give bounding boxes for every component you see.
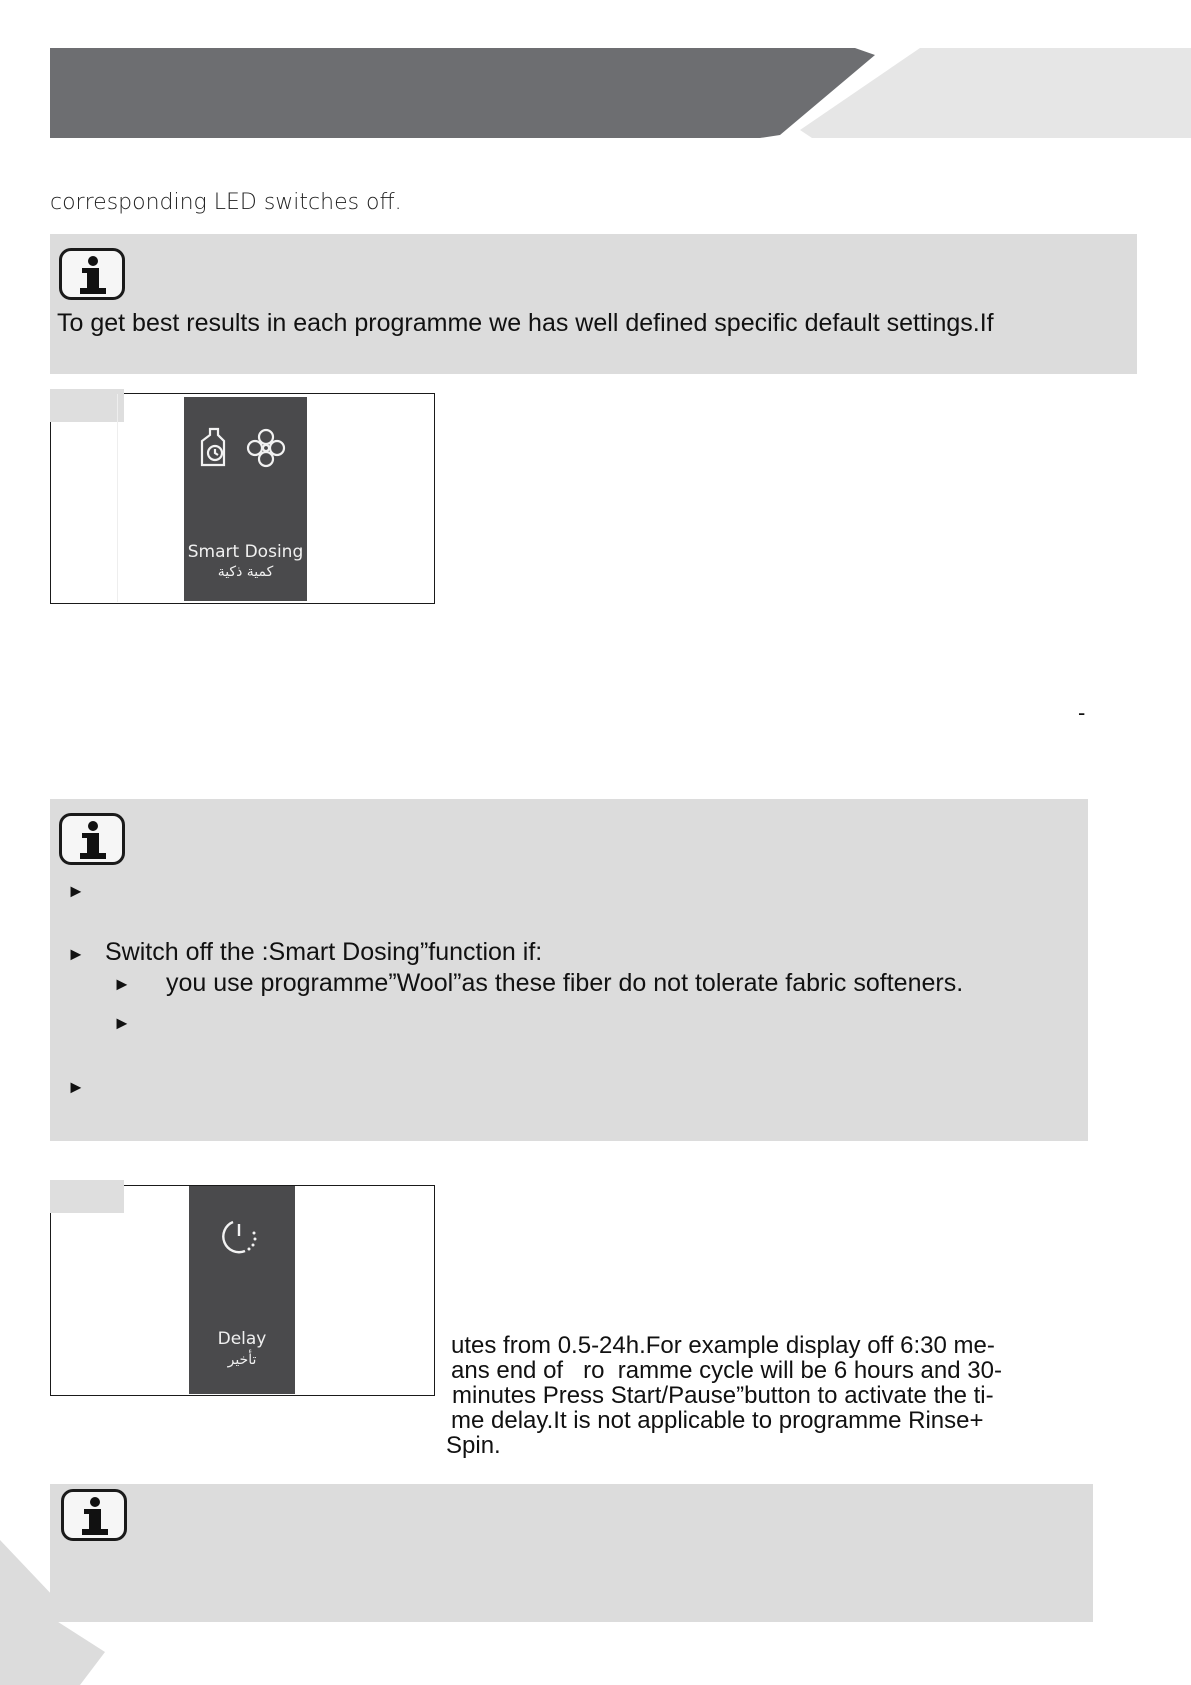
delay-panel — [50, 1185, 435, 1396]
panel-tab — [50, 1180, 124, 1213]
bullet-2-text: Switch off the :Smart Dosing”function if: — [105, 938, 543, 966]
panel-tab — [50, 389, 124, 422]
header-banner — [0, 0, 1191, 150]
delay-line-3: minutes Press Start/Pause”button to activate the ti- — [452, 1382, 994, 1409]
bullet-arrow-3: ► — [67, 1077, 85, 1097]
panel-divider — [117, 394, 118, 602]
smart-dosing-label-ar: كمية ذكية — [217, 564, 274, 580]
delay-line-4: me delay.It is not applicable to programme Rinse+ — [451, 1407, 984, 1434]
info-icon — [59, 248, 125, 300]
bottle-clock-icon — [202, 429, 224, 465]
info-1-text: To get best results in each programme we has well defined specific default settings.If — [57, 309, 994, 337]
smart-dosing-label: Smart Dosing — [187, 542, 304, 562]
header-bar-main — [50, 48, 875, 138]
delay-clock-icon — [217, 1216, 267, 1266]
info-box-2 — [50, 799, 1088, 1141]
delay-line-2: ans end of ro ramme cycle will be 6 hours and 30- — [451, 1357, 1002, 1384]
info-box-3 — [50, 1484, 1093, 1622]
flower-icon — [248, 430, 284, 466]
info-box-1 — [50, 234, 1137, 374]
intro-text: corresponding LED switches off. — [50, 190, 402, 215]
delay-line-1: utes from 0.5-24h.For example display off 6:30 me- — [451, 1332, 995, 1359]
bullet-arrow-2: ► — [67, 944, 85, 964]
info-icon — [59, 813, 125, 865]
corner-decoration — [0, 1540, 110, 1685]
delay-label: Delay — [217, 1329, 267, 1349]
sub-bullet-arrow-1: ► — [113, 974, 131, 994]
delay-label-ar: تأخير — [227, 1352, 257, 1368]
sub-bullet-1-text: you use programme”Wool”as these fiber do not tolerate fabric softeners. — [166, 969, 964, 997]
info-icon — [61, 1489, 127, 1541]
delay-button[interactable] — [189, 1186, 295, 1394]
delay-paragraph — [446, 1333, 1002, 1458]
stray-dash: - — [1078, 700, 1086, 725]
bullet-arrow-1: ► — [67, 881, 85, 901]
sub-bullet-arrow-2: ► — [113, 1013, 131, 1033]
smart-dosing-button[interactable] — [184, 397, 307, 601]
smart-dosing-icons — [198, 425, 294, 473]
smart-dosing-panel — [50, 393, 435, 604]
delay-line-5: Spin. — [446, 1432, 501, 1459]
